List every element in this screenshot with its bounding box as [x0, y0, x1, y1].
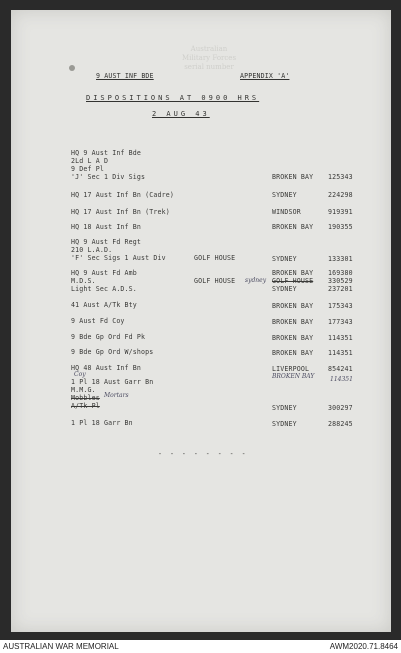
unit-name: HQ 9 Aust Inf Bde	[71, 149, 142, 157]
faded-letterhead	[139, 45, 279, 75]
map-reference: 300297	[328, 404, 353, 412]
map-reference: 854241	[328, 365, 353, 373]
unit-name: 9 Bde Gp Ord Fd Pk	[71, 333, 146, 341]
unit-name: Mobbles	[71, 394, 100, 402]
map-reference: 114351	[328, 349, 353, 357]
handwritten-note: Mortars	[104, 392, 129, 399]
unit-name: HQ 17 Aust Inf Bn (Cadre)	[71, 191, 174, 199]
unit-name: A/Tk Pl	[71, 402, 100, 410]
unit-name: 41 Aust A/Tk Bty	[71, 301, 137, 309]
footer-institution: AUSTRALIAN WAR MEMORIAL	[3, 642, 119, 651]
handwritten-note: Coy	[74, 371, 86, 378]
map-reference: 330529	[328, 277, 353, 285]
map-reference: 169380	[328, 269, 353, 277]
location: LIVERPOOL	[272, 365, 310, 373]
location: BROKEN BAY	[272, 302, 314, 310]
location-detail: GOLF HOUSE	[194, 277, 236, 285]
document-date: 2 AUG 43	[152, 110, 210, 118]
map-reference: 919391	[328, 208, 353, 216]
location: GOLF HOUSE	[272, 277, 314, 285]
appendix-label: APPENDIX 'A'	[240, 72, 290, 80]
map-reference: 224298	[328, 191, 353, 199]
letterhead-line: serial number	[184, 63, 234, 71]
letterhead-line: Military Forces	[181, 54, 237, 62]
end-of-list-marker: - - - - - - - -	[158, 450, 248, 458]
map-reference: 175343	[328, 302, 353, 310]
unit-heading: 9 AUST INF BDE	[96, 72, 154, 80]
map-reference: 237201	[328, 285, 353, 293]
unit-name: HQ 17 Aust Inf Bn (Trek)	[71, 208, 170, 216]
letterhead-line: Australian	[190, 45, 228, 53]
location: BROKEN BAY	[272, 269, 314, 277]
location: SYDNEY	[272, 191, 297, 199]
location: SYDNEY	[272, 285, 297, 293]
punch-hole	[69, 65, 75, 71]
footer-accession-number: AWM2020.71.8464	[329, 642, 398, 651]
unit-name: 9 Def Pl	[71, 165, 104, 173]
map-reference: 177343	[328, 318, 353, 326]
unit-name: 'F' Sec Sigs 1 Aust Div	[71, 254, 166, 262]
footer-bar	[0, 640, 401, 653]
document-title: DISPOSITIONS AT 0900 HRS	[86, 94, 260, 102]
location: SYDNEY	[272, 404, 297, 412]
location: WINDSOR	[272, 208, 301, 216]
map-reference: 114351	[328, 334, 353, 342]
handwritten-location: BROKEN BAY	[272, 373, 315, 380]
unit-name: 1 Pl 18 Aust Garr Bn	[71, 378, 154, 386]
unit-name: HQ 9 Aust Fd Amb	[71, 269, 137, 277]
location: SYDNEY	[272, 420, 297, 428]
location: BROKEN BAY	[272, 349, 314, 357]
unit-name: 2Ld L A D	[71, 157, 109, 165]
handwritten-reference: 114351	[330, 376, 353, 383]
unit-name: M.M.G.	[71, 386, 96, 394]
handwritten-note: sydney	[245, 277, 267, 284]
unit-name: 1 Pl 18 Garr Bn	[71, 419, 133, 427]
unit-name: HQ 9 Aust Fd Regt	[71, 238, 142, 246]
location: BROKEN BAY	[272, 223, 314, 231]
location: BROKEN BAY	[272, 318, 314, 326]
location: BROKEN BAY	[272, 173, 314, 181]
unit-name: 'J' Sec 1 Div Sigs	[71, 173, 146, 181]
unit-name: Light Sec A.D.S.	[71, 285, 137, 293]
location: SYDNEY	[272, 255, 297, 263]
location-detail: GOLF HOUSE	[194, 254, 236, 262]
unit-name: HQ 48 Aust Inf Bn	[71, 364, 142, 372]
location: BROKEN BAY	[272, 334, 314, 342]
map-reference: 190355	[328, 223, 353, 231]
unit-name: HQ 18 Aust Inf Bn	[71, 223, 142, 231]
unit-name: 210 L.A.D.	[71, 246, 113, 254]
map-reference: 288245	[328, 420, 353, 428]
unit-name: M.D.S.	[71, 277, 96, 285]
map-reference: 133301	[328, 255, 353, 263]
map-reference: 125343	[328, 173, 353, 181]
unit-name: 9 Aust Fd Coy	[71, 317, 125, 325]
unit-name: 9 Bde Gp Ord W/shops	[71, 348, 154, 356]
